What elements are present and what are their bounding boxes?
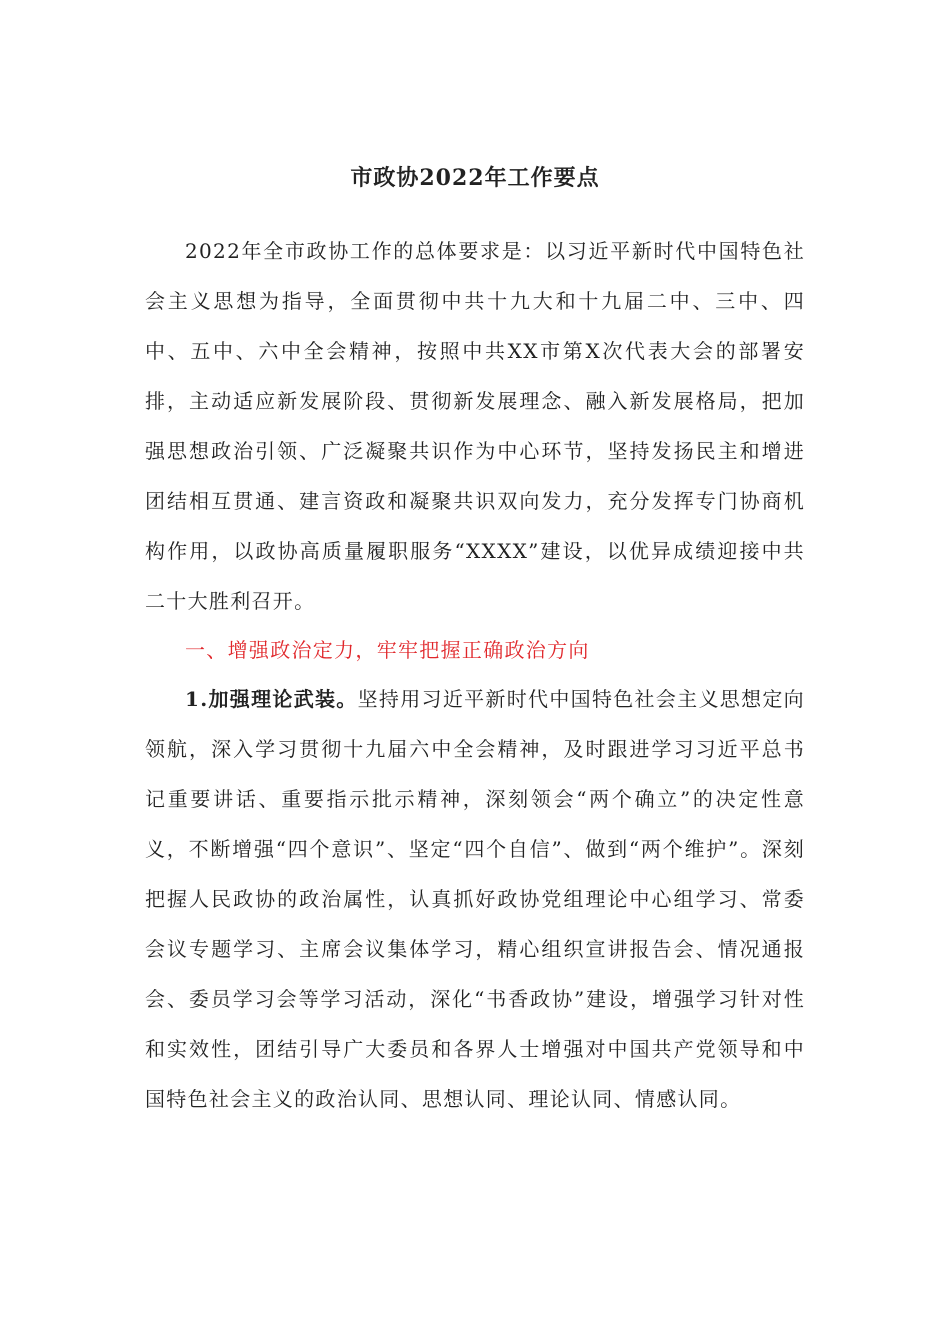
item-1-text: 坚持用习近平新时代中国特色社会主义思想定向领航，深入学习贯彻十九届六中全会精神，及时跟进学习习近平总书记重要讲话、重要指示批示精神，深刻领会“两个确立”的决定性意义，不断增强“四个意识”、坚定“四个自信”、做到“两个维护”。深刻把握人民政协的政治属性，认真抓好政协党组理论中心组学习、常委会议专题学习、主席会议集体学习，精心组织宣讲报告会、情况通报会、委员学习会等学习活动，深化“书香政协”建设，增强学习针对性和实效性，团结引导广大委员和各界人士增强对中国共产党领导和中国特色社会主义的政治认同、思想认同、理论认同、情感认同。 [145, 687, 805, 1111]
page-title: 市政协2022年工作要点 [350, 165, 600, 191]
intro-paragraph: 2022年全市政协工作的总体要求是：以习近平新时代中国特色社会主义思想为指导，全面贯彻中共十九大和十九届二中、三中、四中、五中、六中全会精神，按照中共XX市第X次代表大会的部署安排，主动适应新发展阶段、贯彻新发展理念、融入新发展格局，把加强思想政治引领、广泛凝聚共识作为中心环节，坚持发扬民主和增进团结相互贯通、建言资政和凝聚共识双向发力，充分发挥专门协商机构作用，以政协高质量履职服务“XXXX”建设，以优异成绩迎接中共二十大胜利召开。 [145, 239, 805, 613]
item-1-lead: 1.加强理论武装。 [185, 687, 358, 711]
item-1-paragraph [145, 674, 805, 1124]
section-heading-1: 一、增强政治定力，牢牢把握正确政治方向 [185, 638, 590, 662]
